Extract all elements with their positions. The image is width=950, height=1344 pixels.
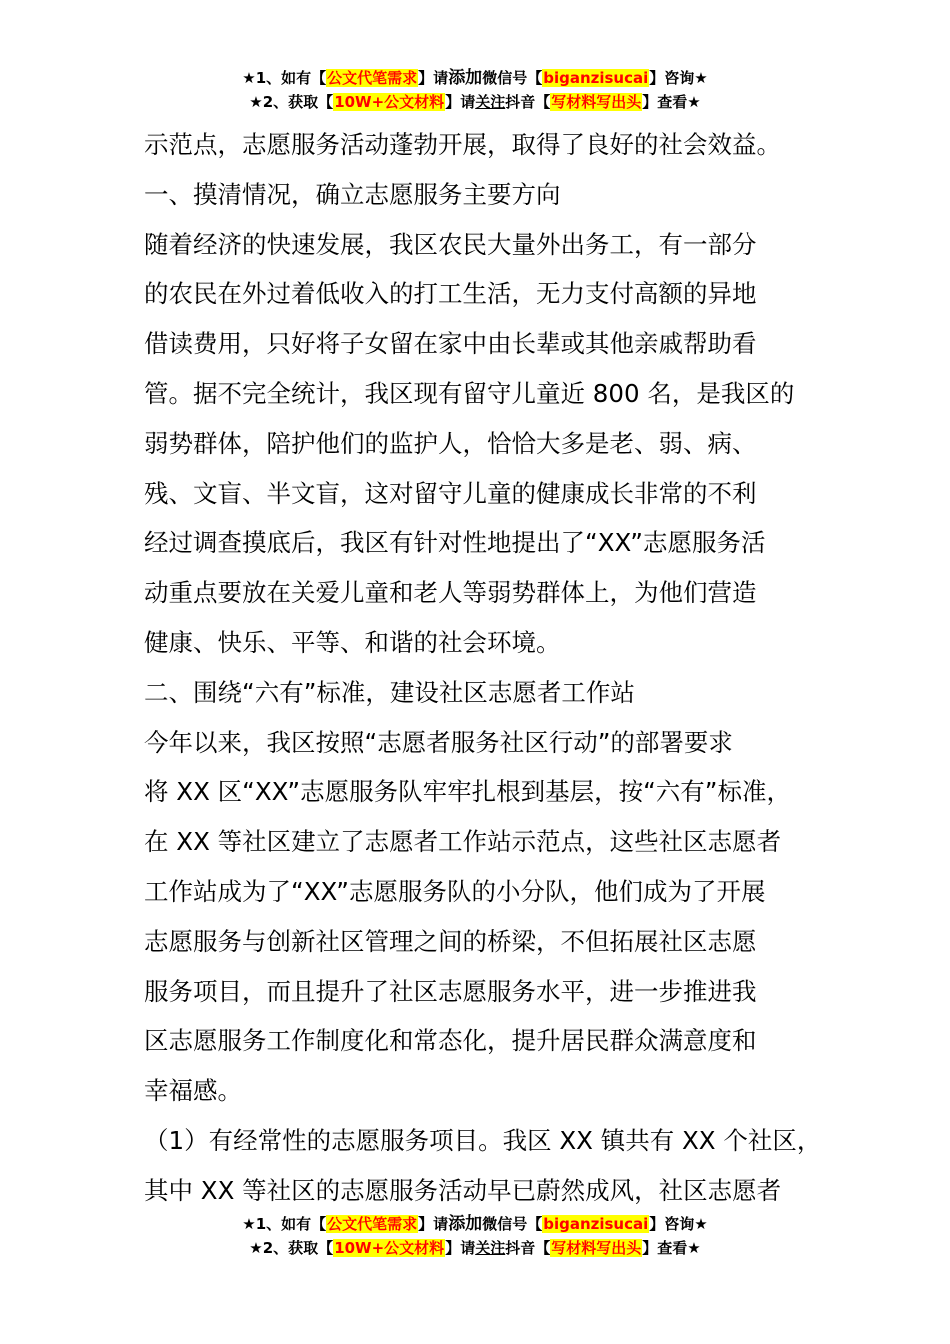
banner-text: 】咨询★ [649, 69, 708, 87]
banner-emphasis: 添加 [448, 1214, 483, 1234]
body-line: 志愿服务与创新社区管理之间的桥梁，不但拓展社区志愿 [144, 926, 757, 956]
banner-highlight: 10W+公文材料 [334, 1239, 445, 1257]
body-line: （1）有经常性的志愿服务项目。我区 XX 镇共有 XX 个社区， [144, 1125, 822, 1155]
banner-emphasis: 关注 [475, 1239, 506, 1257]
body-line: 工作站成为了“XX”志愿服务队的小分队，他们成为了开展 [144, 876, 766, 906]
document-body [144, 120, 844, 1216]
body-line: 借读费用，只好将子女留在家中由长辈或其他亲戚帮助看 [144, 329, 757, 359]
banner-text: 】请 [418, 1215, 449, 1233]
body-line: 示范点，志愿服务活动蓬勃开展，取得了良好的社会效益。 [144, 130, 781, 159]
banner-text: 】请 [445, 1239, 476, 1257]
banner-text: 】咨询★ [649, 1215, 708, 1233]
footer-banner [0, 1212, 950, 1260]
body-line: 管。据不完全统计，我区现有留守儿童近 800 名，是我区的 [144, 378, 795, 408]
banner-emphasis: 关注 [475, 93, 506, 111]
body-line: 弱势群体，陪护他们的监护人，恰恰大多是老、弱、病、 [144, 428, 757, 458]
banner-text: ★1、如有【 [242, 69, 327, 87]
body-line: 在 XX 等社区建立了志愿者工作站示范点，这些社区志愿者 [144, 827, 782, 857]
banner-highlight: 公文代笔需求 [327, 1215, 418, 1233]
banner-line-2 [0, 90, 950, 114]
section-heading-2: 二、围绕“六有”标准，建设社区志愿者工作站 [144, 677, 635, 707]
banner-highlight: 公文代笔需求 [327, 69, 418, 87]
banner-line-2 [0, 1236, 950, 1260]
banner-text: 】查看★ [642, 93, 701, 111]
body-line: 将 XX 区“XX”志愿服务队牢牢扎根到基层，按“六有”标准， [144, 777, 791, 807]
body-line: 的农民在外过着低收入的打工生活，无力支付高额的异地 [144, 279, 757, 309]
banner-text: ★2、获取【 [249, 93, 334, 111]
banner-text: 】请 [445, 93, 476, 111]
banner-line-1 [0, 1212, 950, 1236]
body-line: 健康、快乐、平等、和谐的社会环境。 [144, 627, 561, 657]
body-line: 随着经济的快速发展，我区农民大量外出务工，有一部分 [144, 229, 757, 259]
body-line: 动重点要放在关爱儿童和老人等弱势群体上，为他们营造 [144, 578, 757, 608]
section-heading-1: 一、摸清情况，确立志愿服务主要方向 [144, 179, 561, 209]
banner-text: 微信号【 [482, 69, 543, 87]
banner-highlight: 10W+公文材料 [334, 93, 445, 111]
banner-wechat-id: biganzisucai [543, 1215, 649, 1233]
banner-text: 抖音【 [505, 1239, 551, 1257]
header-banner [0, 66, 950, 114]
banner-text: ★1、如有【 [242, 1215, 327, 1233]
banner-emphasis: 添加 [448, 68, 483, 88]
body-line: 服务项目，而且提升了社区志愿服务水平，进一步推进我 [144, 976, 757, 1006]
banner-text: 】请 [418, 69, 449, 87]
body-line: 残、文盲、半文盲，这对留守儿童的健康成长非常的不利 [144, 478, 757, 508]
body-line: 今年以来，我区按照“志愿者服务社区行动”的部署要求 [144, 727, 733, 757]
banner-douyin-id: 写材料写出头 [551, 1239, 642, 1257]
banner-wechat-id: biganzisucai [543, 69, 649, 87]
banner-douyin-id: 写材料写出头 [551, 93, 642, 111]
body-line: 幸福感。 [144, 1076, 242, 1106]
banner-line-1 [0, 66, 950, 90]
body-line: 其中 XX 等社区的志愿服务活动早已蔚然成风，社区志愿者 [144, 1175, 782, 1205]
body-line: 经过调查摸底后，我区有针对性地提出了“XX”志愿服务活 [144, 528, 766, 558]
banner-text: 】查看★ [642, 1239, 701, 1257]
banner-text: 微信号【 [482, 1215, 543, 1233]
body-line: 区志愿服务工作制度化和常态化，提升居民群众满意度和 [144, 1026, 757, 1056]
banner-text: ★2、获取【 [249, 1239, 334, 1257]
banner-text: 抖音【 [505, 93, 551, 111]
